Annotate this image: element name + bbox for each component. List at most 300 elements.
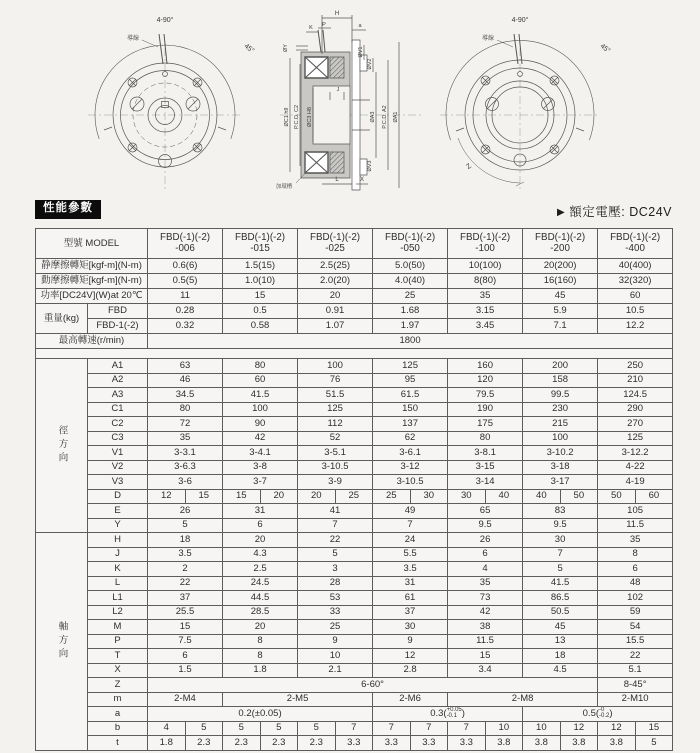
dim-half-cell: 10 <box>485 721 523 736</box>
dim-cell: 7 <box>373 518 448 533</box>
model-header-line: -025 <box>325 242 345 254</box>
dim-j: J <box>336 87 340 93</box>
model-header-line: FBD(-1)(-2) <box>535 232 586 244</box>
model-column-header <box>373 229 448 259</box>
dim-half-cell: 3.8 <box>598 736 636 751</box>
dim-half-cell: 1.8 <box>148 736 186 751</box>
dim-cell: 80 <box>448 431 523 446</box>
dim-cell: 72 <box>148 417 223 432</box>
model-header-line: -400 <box>625 242 645 254</box>
tolerance-value: -0 <box>599 706 605 713</box>
table-row <box>36 259 673 274</box>
tolerance-part <box>447 707 462 720</box>
dim-row-label: Y <box>88 518 148 533</box>
spec-cell: 40(400) <box>598 259 673 274</box>
table-row <box>36 634 673 649</box>
dim-cell: 5 <box>148 518 223 533</box>
dim-cell: 22 <box>298 533 373 548</box>
model-header-line: FBD(-1)(-2) <box>234 232 286 244</box>
spec-cell: 20 <box>298 289 373 304</box>
dim-half-cell: 3.3 <box>335 736 373 751</box>
model-header-line: -006 <box>175 242 195 254</box>
direction-group-label: 徑方向 <box>36 359 88 533</box>
table-row <box>36 533 673 548</box>
dim-cell: 6 <box>148 649 223 664</box>
dim-cell: 41 <box>298 504 373 519</box>
tolerance-part <box>599 707 609 720</box>
model-column-header <box>598 229 673 259</box>
spec-cell: 0.32 <box>148 319 223 334</box>
spec-cell: 5.9 <box>523 304 598 319</box>
tolerance-value: -0.1 <box>446 713 457 720</box>
spec-cell: 0.58 <box>223 319 298 334</box>
model-column-header <box>298 229 373 259</box>
dim-cell: 5.1 <box>598 663 673 678</box>
dim-cell: 22 <box>148 576 223 591</box>
dim-cell: 9.5 <box>448 518 523 533</box>
dim-a3: ØA3 <box>370 111 376 123</box>
dim-h: H <box>334 11 340 17</box>
weight-sub-label: FBD-1(-2) <box>88 319 148 334</box>
dim-cell: 28 <box>298 576 373 591</box>
table-row <box>36 446 673 461</box>
model-header-line: -100 <box>475 242 495 254</box>
dim-cell: 65 <box>448 504 523 519</box>
dim-cell: 4.5 <box>523 663 598 678</box>
dim-row-label: T <box>88 649 148 664</box>
dim-half-cell: 20 <box>260 489 298 504</box>
dim-span-cell <box>373 707 523 722</box>
dim-k: K <box>309 25 313 31</box>
dim-cell: 1.8 <box>223 663 298 678</box>
dim-c2: P.C.D. C2 <box>294 104 300 130</box>
dim-a2: P.C.D. A2 <box>382 105 388 129</box>
dim-a: a <box>358 23 362 29</box>
dim-cell: 5 <box>298 547 373 562</box>
dim-cell: 7.5 <box>148 634 223 649</box>
dim-cell: 34.5 <box>148 388 223 403</box>
dim-half-cell: 10 <box>523 721 561 736</box>
dim-cell: 9 <box>373 634 448 649</box>
dim-half-cell: 60 <box>635 489 673 504</box>
dim-cell: 2.8 <box>373 663 448 678</box>
arrow-icon: ▶ <box>557 207 566 218</box>
dim-cell: 8 <box>223 649 298 664</box>
dim-cell: 175 <box>448 417 523 432</box>
dim-cell: 26 <box>448 533 523 548</box>
dim-row-label: V2 <box>88 460 148 475</box>
dim-cell: 230 <box>523 402 598 417</box>
dim-cell: 6 <box>448 547 523 562</box>
table-row <box>36 591 673 606</box>
rated-voltage <box>557 202 672 220</box>
dim-cell: 28.5 <box>223 605 298 620</box>
dim-cell: 137 <box>373 417 448 432</box>
dim-row-label: a <box>88 707 148 722</box>
dim-cell: 6 <box>598 562 673 577</box>
dim-cell: 24.5 <box>223 576 298 591</box>
spec-cell: 60 <box>598 289 673 304</box>
front-view-right <box>440 16 612 192</box>
model-header-line: -015 <box>250 242 270 254</box>
dim-cell: 160 <box>448 359 523 374</box>
dim-v2: ØV2 <box>367 58 373 70</box>
dim-cell: 3-6.1 <box>373 446 448 461</box>
dim-cell: 3-7 <box>223 475 298 490</box>
dim-cell: 100 <box>298 359 373 374</box>
dim-row-label: V3 <box>88 475 148 490</box>
tolerance-value: -0.2 <box>599 713 610 720</box>
model-header-line: FBD(-1)(-2) <box>460 232 511 244</box>
dim-cell: 1.5 <box>148 663 223 678</box>
table-row <box>36 562 673 577</box>
dim-half-cell: 2.3 <box>298 736 336 751</box>
spec-cell: 45 <box>523 289 598 304</box>
dim-cell: 7 <box>523 547 598 562</box>
spec-cell: 1.0(10) <box>223 274 298 289</box>
dim-cell: 3-9 <box>298 475 373 490</box>
dim-cell: 63 <box>148 359 223 374</box>
dim-cell: 80 <box>148 402 223 417</box>
dim-cell: 9 <box>298 634 373 649</box>
dim-row-label: L2 <box>88 605 148 620</box>
dim-c3: ØC3 H8 <box>307 107 313 127</box>
dim-half-cell: 5 <box>635 736 673 751</box>
dim-cell: 62 <box>373 431 448 446</box>
dim-cell: 60 <box>223 373 298 388</box>
dim-half-cell: 30 <box>448 489 486 504</box>
dim-cell: 124.5 <box>598 388 673 403</box>
dim-cell: 42 <box>223 431 298 446</box>
dim-a1: ØA1 <box>393 111 399 123</box>
model-header-line: -200 <box>550 242 570 254</box>
dim-half-cell: 4 <box>148 721 186 736</box>
spec-cell: 2.5(25) <box>298 259 373 274</box>
model-header-line: -050 <box>400 242 420 254</box>
table-row <box>36 692 673 707</box>
technical-drawings <box>0 0 700 198</box>
dim-cell: 2.5 <box>223 562 298 577</box>
dim-span-cell: 2-M8 <box>448 692 598 707</box>
table-row <box>36 417 673 432</box>
dim-row-label: K <box>88 562 148 577</box>
dim-cell: 79.5 <box>448 388 523 403</box>
dim-cell: 15 <box>448 649 523 664</box>
dim-cell: 3-17 <box>523 475 598 490</box>
table-row <box>36 663 673 678</box>
dim-cell: 12 <box>373 649 448 664</box>
dim-cell: 13 <box>523 634 598 649</box>
dim-cell: 83 <box>523 504 598 519</box>
table-row <box>36 334 673 349</box>
dim-cell: 3-10.5 <box>298 460 373 475</box>
dim-cell: 59 <box>598 605 673 620</box>
dim-cell: 37 <box>373 605 448 620</box>
spec-cell: 0.6(6) <box>148 259 223 274</box>
spec-cell: 32(320) <box>598 274 673 289</box>
dim-row-label: m <box>88 692 148 707</box>
dim-cell: 44.5 <box>223 591 298 606</box>
tolerance-part: 0.3( <box>430 708 447 720</box>
spec-cell: 12.2 <box>598 319 673 334</box>
spec-cell: 16(160) <box>523 274 598 289</box>
spec-cell: 1.68 <box>373 304 448 319</box>
dim-cell: 22 <box>598 649 673 664</box>
spec-cell: 1.5(15) <box>223 259 298 274</box>
dim-half-cell: 20 <box>298 489 336 504</box>
dim-v1: ØV1 <box>358 46 364 58</box>
dim-half-cell: 25 <box>335 489 373 504</box>
spec-cell: 2.0(20) <box>298 274 373 289</box>
dim-cell: 3-8 <box>223 460 298 475</box>
dim-cell: 90 <box>223 417 298 432</box>
dim-cell: 25.5 <box>148 605 223 620</box>
table-row <box>36 229 673 259</box>
dim-row-label: L1 <box>88 591 148 606</box>
dim-cell: 4-19 <box>598 475 673 490</box>
dim-cell: 18 <box>523 649 598 664</box>
model-header-line: FBD(-1)(-2) <box>385 232 436 244</box>
dim-4-90-right: 4-90° <box>511 17 529 24</box>
weight-group-label: 重量(kg) <box>36 304 88 334</box>
dim-cell: 3-6.3 <box>148 460 223 475</box>
dim-half-cell: 25 <box>373 489 411 504</box>
spacer-row-cell <box>36 349 673 359</box>
table-row <box>36 460 673 475</box>
tolerance-value: +0.05 <box>446 706 462 713</box>
dim-row-label: M <box>88 620 148 635</box>
dim-l: L <box>335 177 339 183</box>
dim-45-right: 45° <box>598 42 612 55</box>
dim-cell: 3-12.2 <box>598 446 673 461</box>
dim-cell: 61 <box>373 591 448 606</box>
dim-row-label: P <box>88 634 148 649</box>
spec-cell: 15 <box>223 289 298 304</box>
dim-half-cell: 15 <box>223 489 261 504</box>
table-row <box>36 547 673 562</box>
dim-cell: 210 <box>598 373 673 388</box>
dim-cell: 9.5 <box>523 518 598 533</box>
dim-cell: 20 <box>223 533 298 548</box>
dim-cell: 8 <box>598 547 673 562</box>
dim-cell: 3-6 <box>148 475 223 490</box>
dim-cell: 3-8.1 <box>448 446 523 461</box>
wire-label-right: 導線 <box>481 36 495 42</box>
dim-span-cell: 2-M5 <box>223 692 373 707</box>
dim-cell: 100 <box>523 431 598 446</box>
dim-cell: 5.5 <box>373 547 448 562</box>
dim-row-label: L <box>88 576 148 591</box>
rated-voltage-label: 額定電壓: DC24V <box>569 205 672 219</box>
model-header-line: FBD(-1)(-2) <box>310 232 361 244</box>
dim-oy: ØY <box>283 44 289 52</box>
dim-half-cell: 12 <box>560 721 598 736</box>
tolerance-part: 0.5( <box>582 708 600 720</box>
dim-row-label: J <box>88 547 148 562</box>
dim-cell: 15.5 <box>598 634 673 649</box>
table-row <box>36 289 673 304</box>
dim-half-cell: 3.3 <box>373 736 411 751</box>
table-row <box>36 721 673 736</box>
dim-row-label: A1 <box>88 359 148 374</box>
dim-cell: 125 <box>373 359 448 374</box>
table-row <box>36 388 673 403</box>
table-row <box>36 274 673 289</box>
section-title-badge: 性能參數 <box>35 200 101 219</box>
dim-cell: 33 <box>298 605 373 620</box>
dim-cell: 112 <box>298 417 373 432</box>
cross-section-view <box>276 11 422 190</box>
dim-cell: 5 <box>523 562 598 577</box>
spec-cell: 4.0(40) <box>373 274 448 289</box>
dim-row-label: C1 <box>88 402 148 417</box>
dim-cell: 11.5 <box>448 634 523 649</box>
dim-cell: 30 <box>523 533 598 548</box>
dim-span-cell: 2-M10 <box>598 692 673 707</box>
dim-half-cell: 7 <box>373 721 411 736</box>
dim-cell: 3-15 <box>448 460 523 475</box>
dim-cell: 3.5 <box>148 547 223 562</box>
dim-half-cell: 40 <box>523 489 561 504</box>
dim-cell: 200 <box>523 359 598 374</box>
dim-cell: 7 <box>298 518 373 533</box>
dim-half-cell: 2.3 <box>223 736 261 751</box>
dim-half-cell: 30 <box>410 489 448 504</box>
dim-half-cell: 5 <box>298 721 336 736</box>
dim-cell: 105 <box>598 504 673 519</box>
dim-cell: 37 <box>148 591 223 606</box>
dim-row-label: C2 <box>88 417 148 432</box>
dim-cell: 190 <box>448 402 523 417</box>
spec-cell: 0.28 <box>148 304 223 319</box>
spec-table <box>35 228 673 751</box>
tolerance-part: ) <box>609 708 613 720</box>
dim-cell: 48 <box>598 576 673 591</box>
dim-span-cell: 6-60° <box>148 678 598 693</box>
dim-cell: 2.1 <box>298 663 373 678</box>
dim-cell: 2 <box>148 562 223 577</box>
dim-cell: 150 <box>373 402 448 417</box>
weight-sub-label: FBD <box>88 304 148 319</box>
spec-row-label: 功率[DC24V](W)at 20℃ <box>36 289 148 304</box>
table-row <box>36 349 673 359</box>
dim-cell: 35 <box>598 533 673 548</box>
tolerance-part: ) <box>461 708 465 720</box>
dim-span-cell: 2-M6 <box>373 692 448 707</box>
dim-cell: 8 <box>223 634 298 649</box>
dim-cell: 4-22 <box>598 460 673 475</box>
spec-cell: 1.97 <box>373 319 448 334</box>
dim-half-cell: 5 <box>223 721 261 736</box>
spec-row-label: 動摩擦轉矩[kgf-m](N-m) <box>36 274 148 289</box>
dim-row-label: Z <box>88 678 148 693</box>
dim-cell: 49 <box>373 504 448 519</box>
wire-label-left: 導線 <box>126 36 140 42</box>
dim-cell: 100 <box>223 402 298 417</box>
table-row <box>36 402 673 417</box>
spec-cell: 8(80) <box>448 274 523 289</box>
spec-cell: 10.5 <box>598 304 673 319</box>
dim-span-cell: 2-M4 <box>148 692 223 707</box>
dim-half-cell: 7 <box>448 721 486 736</box>
dim-cell: 50.5 <box>523 605 598 620</box>
dim-row-label: X <box>88 663 148 678</box>
dim-row-label: D <box>88 489 148 504</box>
dim-cell: 270 <box>598 417 673 432</box>
dim-half-cell: 15 <box>185 489 223 504</box>
dim-half-cell: 50 <box>598 489 636 504</box>
dim-cell: 31 <box>373 576 448 591</box>
spec-cell: 35 <box>448 289 523 304</box>
table-row <box>36 518 673 533</box>
dim-cell: 3-14 <box>448 475 523 490</box>
max-speed-label: 最高轉速(r/min) <box>36 334 148 349</box>
dim-cell: 215 <box>523 417 598 432</box>
dim-cell: 61.5 <box>373 388 448 403</box>
dim-half-cell: 12 <box>598 721 636 736</box>
dim-half-cell: 3.8 <box>523 736 561 751</box>
dim-cell: 41.5 <box>523 576 598 591</box>
dim-cell: 6 <box>223 518 298 533</box>
dim-cell: 3 <box>298 562 373 577</box>
dim-row-label: b <box>88 721 148 736</box>
spec-cell: 25 <box>373 289 448 304</box>
direction-group-label: 軸方向 <box>36 533 88 751</box>
table-row <box>36 678 673 693</box>
spec-cell: 0.5(5) <box>148 274 223 289</box>
dim-half-cell: 2.3 <box>260 736 298 751</box>
dim-half-cell: 5 <box>260 721 298 736</box>
dim-span-cell: 0.2(±0.05) <box>148 707 373 722</box>
dim-cell: 38 <box>448 620 523 635</box>
dim-cell: 250 <box>598 359 673 374</box>
max-speed-value: 1800 <box>148 334 673 349</box>
dim-row-label: V1 <box>88 446 148 461</box>
dim-cell: 35 <box>148 431 223 446</box>
dim-cell: 73 <box>448 591 523 606</box>
dim-cell: 290 <box>598 402 673 417</box>
dim-cell: 80 <box>223 359 298 374</box>
spec-table-host <box>35 228 673 751</box>
dim-cell: 4 <box>448 562 523 577</box>
dim-cell: 125 <box>598 431 673 446</box>
dim-cell: 46 <box>148 373 223 388</box>
dim-c1: ØC1 h9 <box>284 107 290 127</box>
dim-cell: 99.5 <box>523 388 598 403</box>
dim-p: P <box>322 22 326 28</box>
table-row <box>36 319 673 334</box>
dim-half-cell: 5 <box>185 721 223 736</box>
front-view-left <box>88 16 256 190</box>
dim-cell: 3.4 <box>448 663 523 678</box>
dim-x: X <box>359 177 365 183</box>
dim-4-90-left: 4-90° <box>156 17 174 24</box>
dim-cell: 42 <box>448 605 523 620</box>
dim-half-cell: 15 <box>635 721 673 736</box>
table-row <box>36 736 673 751</box>
dim-cell: 3-10.2 <box>523 446 598 461</box>
table-row <box>36 373 673 388</box>
spec-cell: 20(200) <box>523 259 598 274</box>
model-column-header <box>223 229 298 259</box>
dim-half-cell: 7 <box>410 721 448 736</box>
dim-cell: 4.3 <box>223 547 298 562</box>
dim-cell: 31 <box>223 504 298 519</box>
model-column-header <box>448 229 523 259</box>
spec-cell: 0.5 <box>223 304 298 319</box>
dim-cell: 158 <box>523 373 598 388</box>
dim-half-cell: 2.3 <box>185 736 223 751</box>
